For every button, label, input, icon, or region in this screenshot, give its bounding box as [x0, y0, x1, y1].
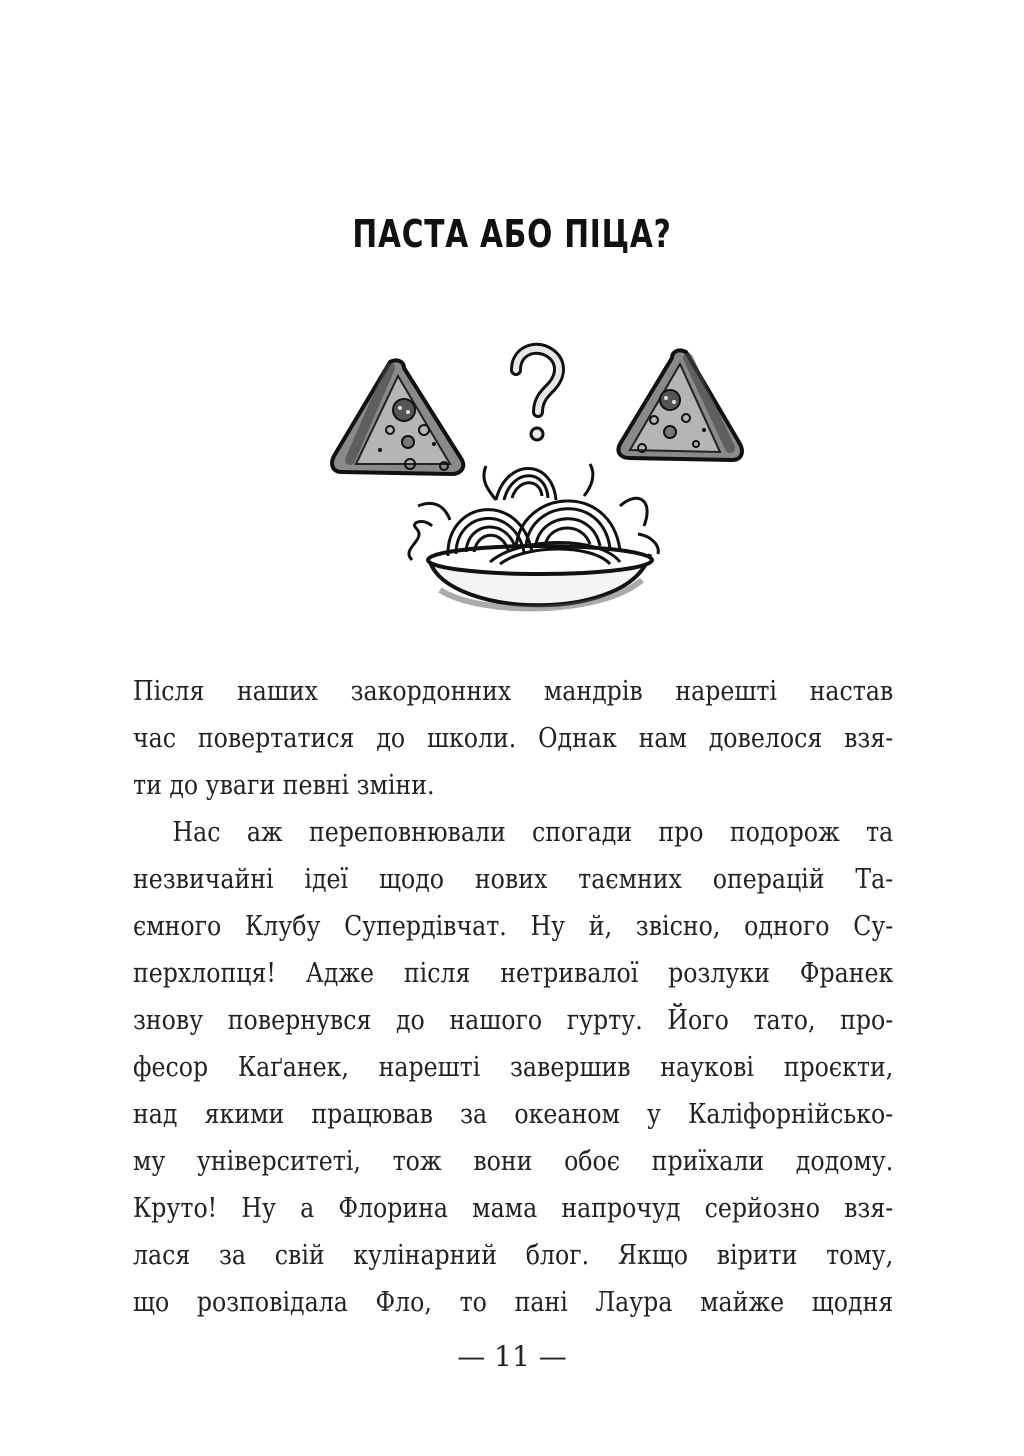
- pizza-slice-right-icon: [618, 350, 741, 460]
- text-line: му університеті, тож вони обоє приїхали додому.: [133, 1145, 894, 1177]
- body-text: [133, 668, 894, 1326]
- text-line: знову повернувся до нашого гурту. Його тато, про-: [133, 1004, 894, 1036]
- text-line: перхлопця! Адже після нетривалої розлуки Франек: [133, 957, 894, 989]
- paragraph-1: [133, 668, 894, 809]
- text-line: фесор Каґанек, нарешті завершив наукові проєкти,: [133, 1051, 894, 1083]
- text-line: незвичайні ідеї щодо нових таємних операцій Та-: [133, 863, 894, 895]
- text-line: Круто! Ну а Флорина мама напрочуд серйозно взя-: [133, 1192, 894, 1224]
- question-mark-icon: [516, 349, 559, 440]
- text-line: ти до уваги певні зміни.: [133, 769, 435, 801]
- pasta-bowl-icon: [409, 464, 658, 608]
- text-line: Нас аж переповнювали спогади про подорож та: [172, 816, 894, 848]
- text-line: лася за свій кулінарний блог. Якщо вірити тому,: [133, 1239, 894, 1271]
- text-line: над якими працював за океаном у Каліфорнійсько-: [133, 1098, 894, 1130]
- chapter-title: ПАСТА АБО ПІЦА?: [352, 212, 672, 256]
- text-line: час повертатися до школи. Однак нам довелося взя-: [133, 722, 894, 754]
- chapter-illustration: [320, 340, 760, 630]
- text-line: ємного Клубу Супердівчат. Ну й, звісно, одного Су-: [133, 910, 894, 942]
- page-number: — 11 —: [457, 1340, 567, 1373]
- text-line: Після наших закордонних мандрів нарешті настав: [133, 675, 894, 707]
- text-line: що розповідала Фло, то пані Лаура майже щодня: [133, 1286, 894, 1318]
- pizza-slice-left-icon: [332, 360, 463, 474]
- paragraph-2: [133, 809, 894, 1326]
